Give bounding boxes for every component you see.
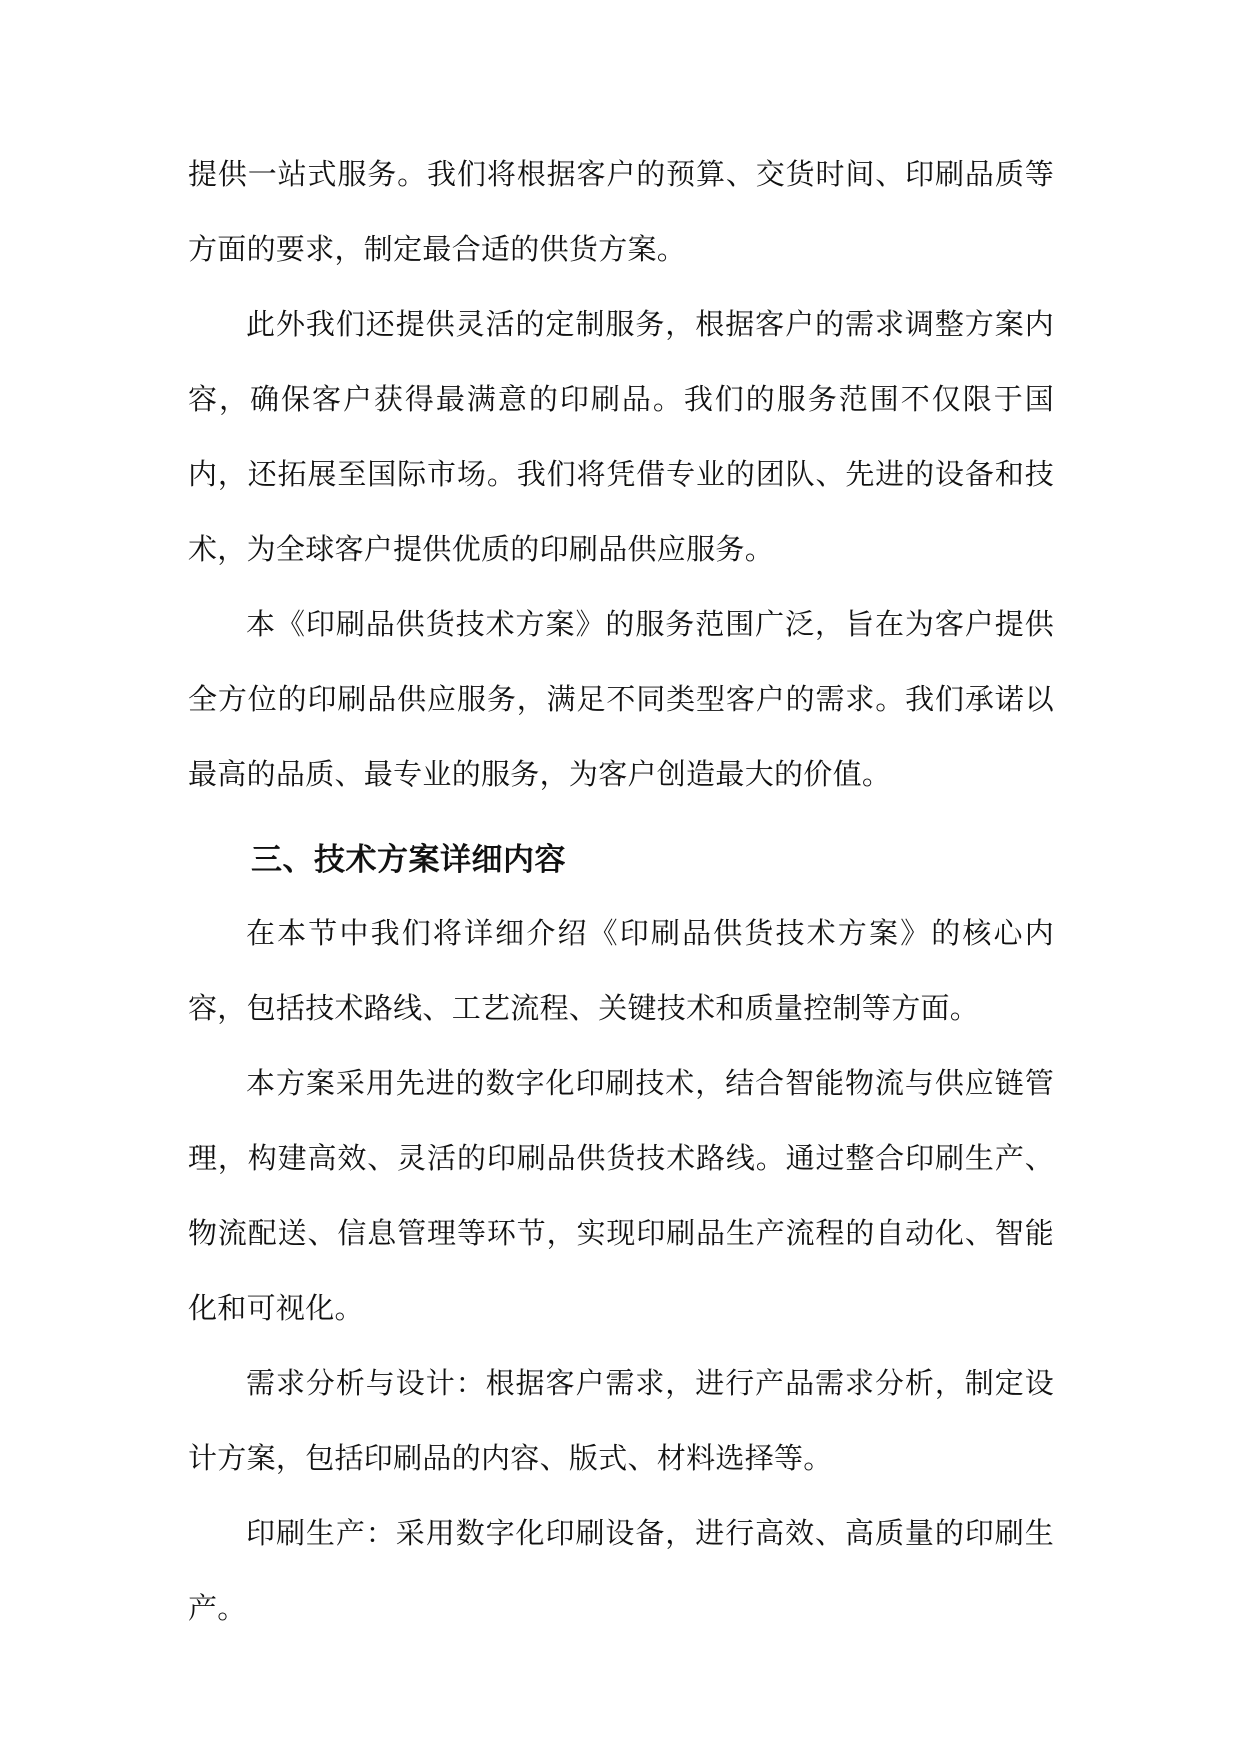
paragraph-service-scope: 本《印刷品供货技术方案》的服务范围广泛，旨在为客户提供全方位的印刷品供应服务，满足不同类型客户的需求。我们承诺以最高的品质、最专业的服务，为客户创造最大的价值。: [188, 607, 1054, 791]
paragraph-tech-route: 本方案采用先进的数字化印刷技术，结合智能物流与供应链管理，构建高效、灵活的印刷品供货技术路线。通过整合印刷生产、物流配送、信息管理等环节，实现印刷品生产流程的自动化、智能化和可视化。: [188, 1066, 1054, 1325]
section-heading: 三、技术方案详细内容: [251, 842, 566, 878]
document-page: [188, 137, 1054, 1646]
paragraph-requirements-design: 需求分析与设计：根据客户需求，进行产品需求分析，制定设计方案，包括印刷品的内容、版式、材料选择等。: [188, 1366, 1054, 1475]
paragraph-custom-service: 此外我们还提供灵活的定制服务，根据客户的需求调整方案内容，确保客户获得最满意的印刷品。我们的服务范围不仅限于国内，还拓展至国际市场。我们将凭借专业的团队、先进的设备和技术，为全球客户提供优质的印刷品供应服务。: [188, 307, 1054, 566]
paragraph-print-production: 印刷生产：采用数字化印刷设备，进行高效、高质量的印刷生产。: [188, 1516, 1054, 1625]
paragraph-continuation: 提供一站式服务。我们将根据客户的预算、交货时间、印刷品质等方面的要求，制定最合适的供货方案。: [188, 157, 1054, 266]
paragraph-section-intro: 在本节中我们将详细介绍《印刷品供货技术方案》的核心内容，包括技术路线、工艺流程、关键技术和质量控制等方面。: [188, 916, 1054, 1025]
